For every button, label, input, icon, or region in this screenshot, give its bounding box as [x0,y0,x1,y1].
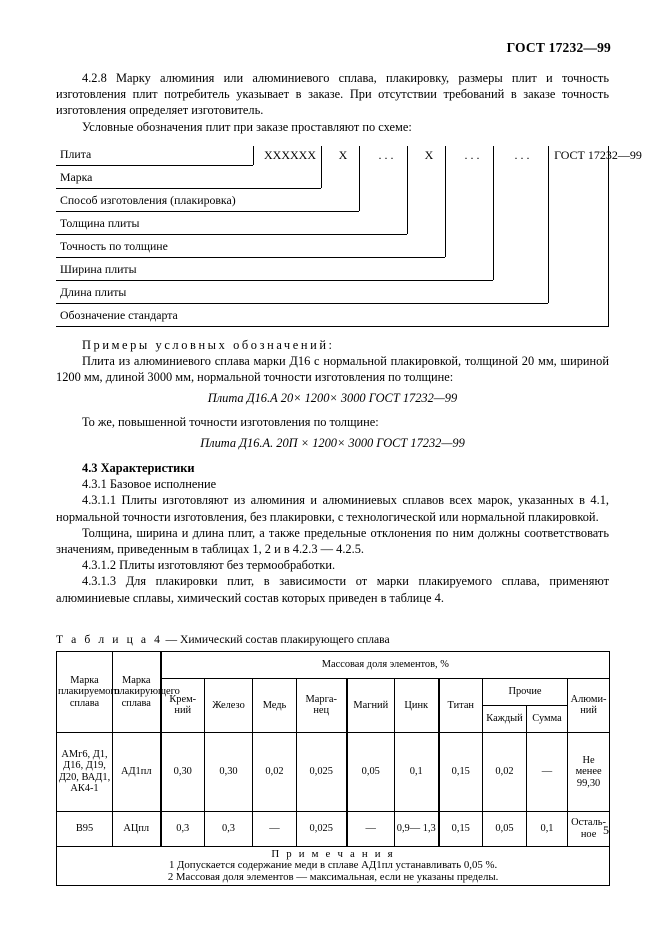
cell-aluminium: Не менее 99,30 [568,732,610,811]
cell-other-sum: — [527,732,568,811]
example-1-description: Плита из алюминиевого сплава марки Д16 с нормальной плакировкой, толщиной 20 мм, шириной 1200 мм, длиной 3000 мм, нормальной точности изготовления по толщине: [56,354,609,385]
table-notes-row [57,846,610,886]
clause-4-3-1-1-a: 4.3.1.1 Плиты изготовляют из алюминия и алюминиевых сплавов всех марок, указанных в 4.1, нормальной точности изготовления, без плакировки, с технологической или нормальной плакировкой. [56,493,609,524]
cell-manganese: 0,025 [297,732,347,811]
cell-magnesium: — [347,811,395,846]
th-clad-base-alloy: Марка плакируемого сплава [57,651,113,732]
cell-silicon: 0,30 [161,732,205,811]
scheme-label-method: Способ изготовления (плакировка) [60,192,236,207]
clause-4-3-1: 4.3.1 Базовое исполнение [82,477,217,492]
cell-titanium: 0,15 [439,811,483,846]
standard-header: ГОСТ 17232—99 [506,40,611,55]
table-row [57,811,610,846]
clause-4-2-8-text: 4.2.8 Марку алюминия или алюминиевого сплава, плакировку, размеры плит и точность изготовления плит потребитель указывает в заказе. При отсутствии требований в заказе точность изготовления определяет изготовитель. [56,71,609,118]
cell-copper: — [253,811,297,846]
scheme-label-mark: Марка [60,169,93,184]
cell-magnesium: 0,05 [347,732,395,811]
scheme-rule-plate [56,165,253,166]
heading-4-3: 4.3 Характеристики [82,461,195,476]
scheme-rule-standard [56,326,609,327]
scheme-connector-method [359,146,360,211]
table-4-caption-text: — Химический состав плакирующего сплава [165,632,390,646]
scheme-label-width: Ширина плиты [60,261,137,276]
cell-zinc: 0,1 [395,732,439,811]
clause-4-3-1-1-b: Толщина, ширина и длина плит, а также предельные отклонения по ним должны соответствовать значениям, приведенным в таблицах 1, 2 и в 4.2.3 — 4.2.5. [56,525,609,557]
scheme-rule-width [56,280,493,281]
cell-clad-alloy: АД1пл [113,732,161,811]
cell-clad-alloy: АЦпл [113,811,161,846]
scheme-code-standard: ГОСТ 17232—99 [554,147,642,162]
scheme-connector-standard [608,146,609,326]
note-item: 2 Массовая доля элементов — максимальная, если не указаны пределы. [167,870,499,883]
cell-iron: 0,3 [205,811,253,846]
cell-manganese: 0,025 [297,811,347,846]
page-number: 5 [603,823,609,837]
clause-4-3-1-3: 4.3.1.3 Для плакировки плит, в зависимости от марки плакируемого сплава, применяют алюминиевые сплавы, химический состав которых приведен в таблице 4. [56,574,609,605]
th-zinc: Цинк [395,678,439,732]
th-titanium: Титан [439,678,483,732]
table-chemical-composition [56,651,610,887]
scheme-rule-thickness [56,234,407,235]
table-4-caption-label: Т а б л и ц а 4 [56,632,163,646]
page-content [56,70,642,886]
cell-zinc: 0,9— 1,3 [395,811,439,846]
scheme-label-plate: Плита [60,146,92,161]
th-mass-fraction-group: Массовая доля элементов, % [161,651,610,678]
example-2-description: То же, повышенной точности изготовления по толщине: [82,414,379,429]
cell-silicon: 0,3 [161,811,205,846]
th-other-each: Каждый [483,705,527,732]
th-magnesium: Магний [347,678,395,732]
cell-aluminium: Осталь- ное [568,811,610,846]
scheme-label-length: Длина плиты [60,284,127,299]
examples-title: Примеры условных обозначений: [82,337,335,352]
scheme-rule-method [56,211,359,212]
th-copper: Медь [253,678,297,732]
scheme-connector-width [493,146,494,280]
scheme-code-length: . . . [514,147,530,162]
th-silicon: Крем- ний [161,678,205,732]
scheme-connector-thickness [407,146,408,234]
table-header-row-1 [57,651,610,678]
scheme-label-standard: Обозначение стандарта [60,307,178,322]
scheme-code-mark: XXXXXX [264,147,316,162]
cell-other-each: 0,02 [483,732,527,811]
order-scheme-note: Условные обозначения плит при заказе проставляют по схеме: [82,119,412,134]
scheme-connector-length [548,146,549,303]
th-aluminium: Алюми- ний [568,678,610,732]
scheme-code-thickness: . . . [378,147,394,162]
example-2-code: Плита Д16.А. 20П × 1200× 3000 ГОСТ 17232—99 [200,435,465,450]
th-cladding-alloy: Марка плакирующего сплава [113,651,161,732]
scheme-connector-accuracy [445,146,446,257]
cell-base-alloys: АМг6, Д1, Д16, Д19, Д20, ВАД1, АК4-1 [57,732,113,811]
scheme-connector-plate [253,146,254,165]
scheme-rule-length [56,303,548,304]
table-row [57,732,610,811]
cell-copper: 0,02 [253,732,297,811]
th-other-sum: Сумма [527,705,568,732]
notes-title: П р и м е ч а н и я [271,847,395,860]
cell-base-alloys: В95 [57,811,113,846]
th-other-group: Прочие [483,678,568,705]
table-4-notes [57,846,610,886]
clause-4-3-1-2: 4.3.1.2 Плиты изготовляют без термообработки. [82,558,336,573]
scheme-label-accuracy: Точность по толщине [60,238,168,253]
scheme-rule-accuracy [56,257,445,258]
cell-titanium: 0,15 [439,732,483,811]
note-item: 1 Допускается содержание меди в сплаве АД1пл устанавливать 0,05 %. [168,859,498,872]
scheme-code-width: . . . [464,147,480,162]
scheme-connector-mark [321,146,322,188]
table-4-caption [56,633,609,646]
scheme-label-thickness: Толщина плиты [60,215,140,230]
cell-other-sum: 0,1 [527,811,568,846]
cell-iron: 0,30 [205,732,253,811]
scheme-code-method: X [338,147,348,162]
scheme-rule-mark [56,188,321,189]
cell-other-each: 0,05 [483,811,527,846]
example-1-code: Плита Д16.А 20× 1200× 3000 ГОСТ 17232—99 [207,391,458,406]
scheme-code-accuracy: X [424,147,434,162]
th-iron: Железо [205,678,253,732]
th-manganese: Марга- нец [297,678,347,732]
designation-scheme [56,146,642,322]
